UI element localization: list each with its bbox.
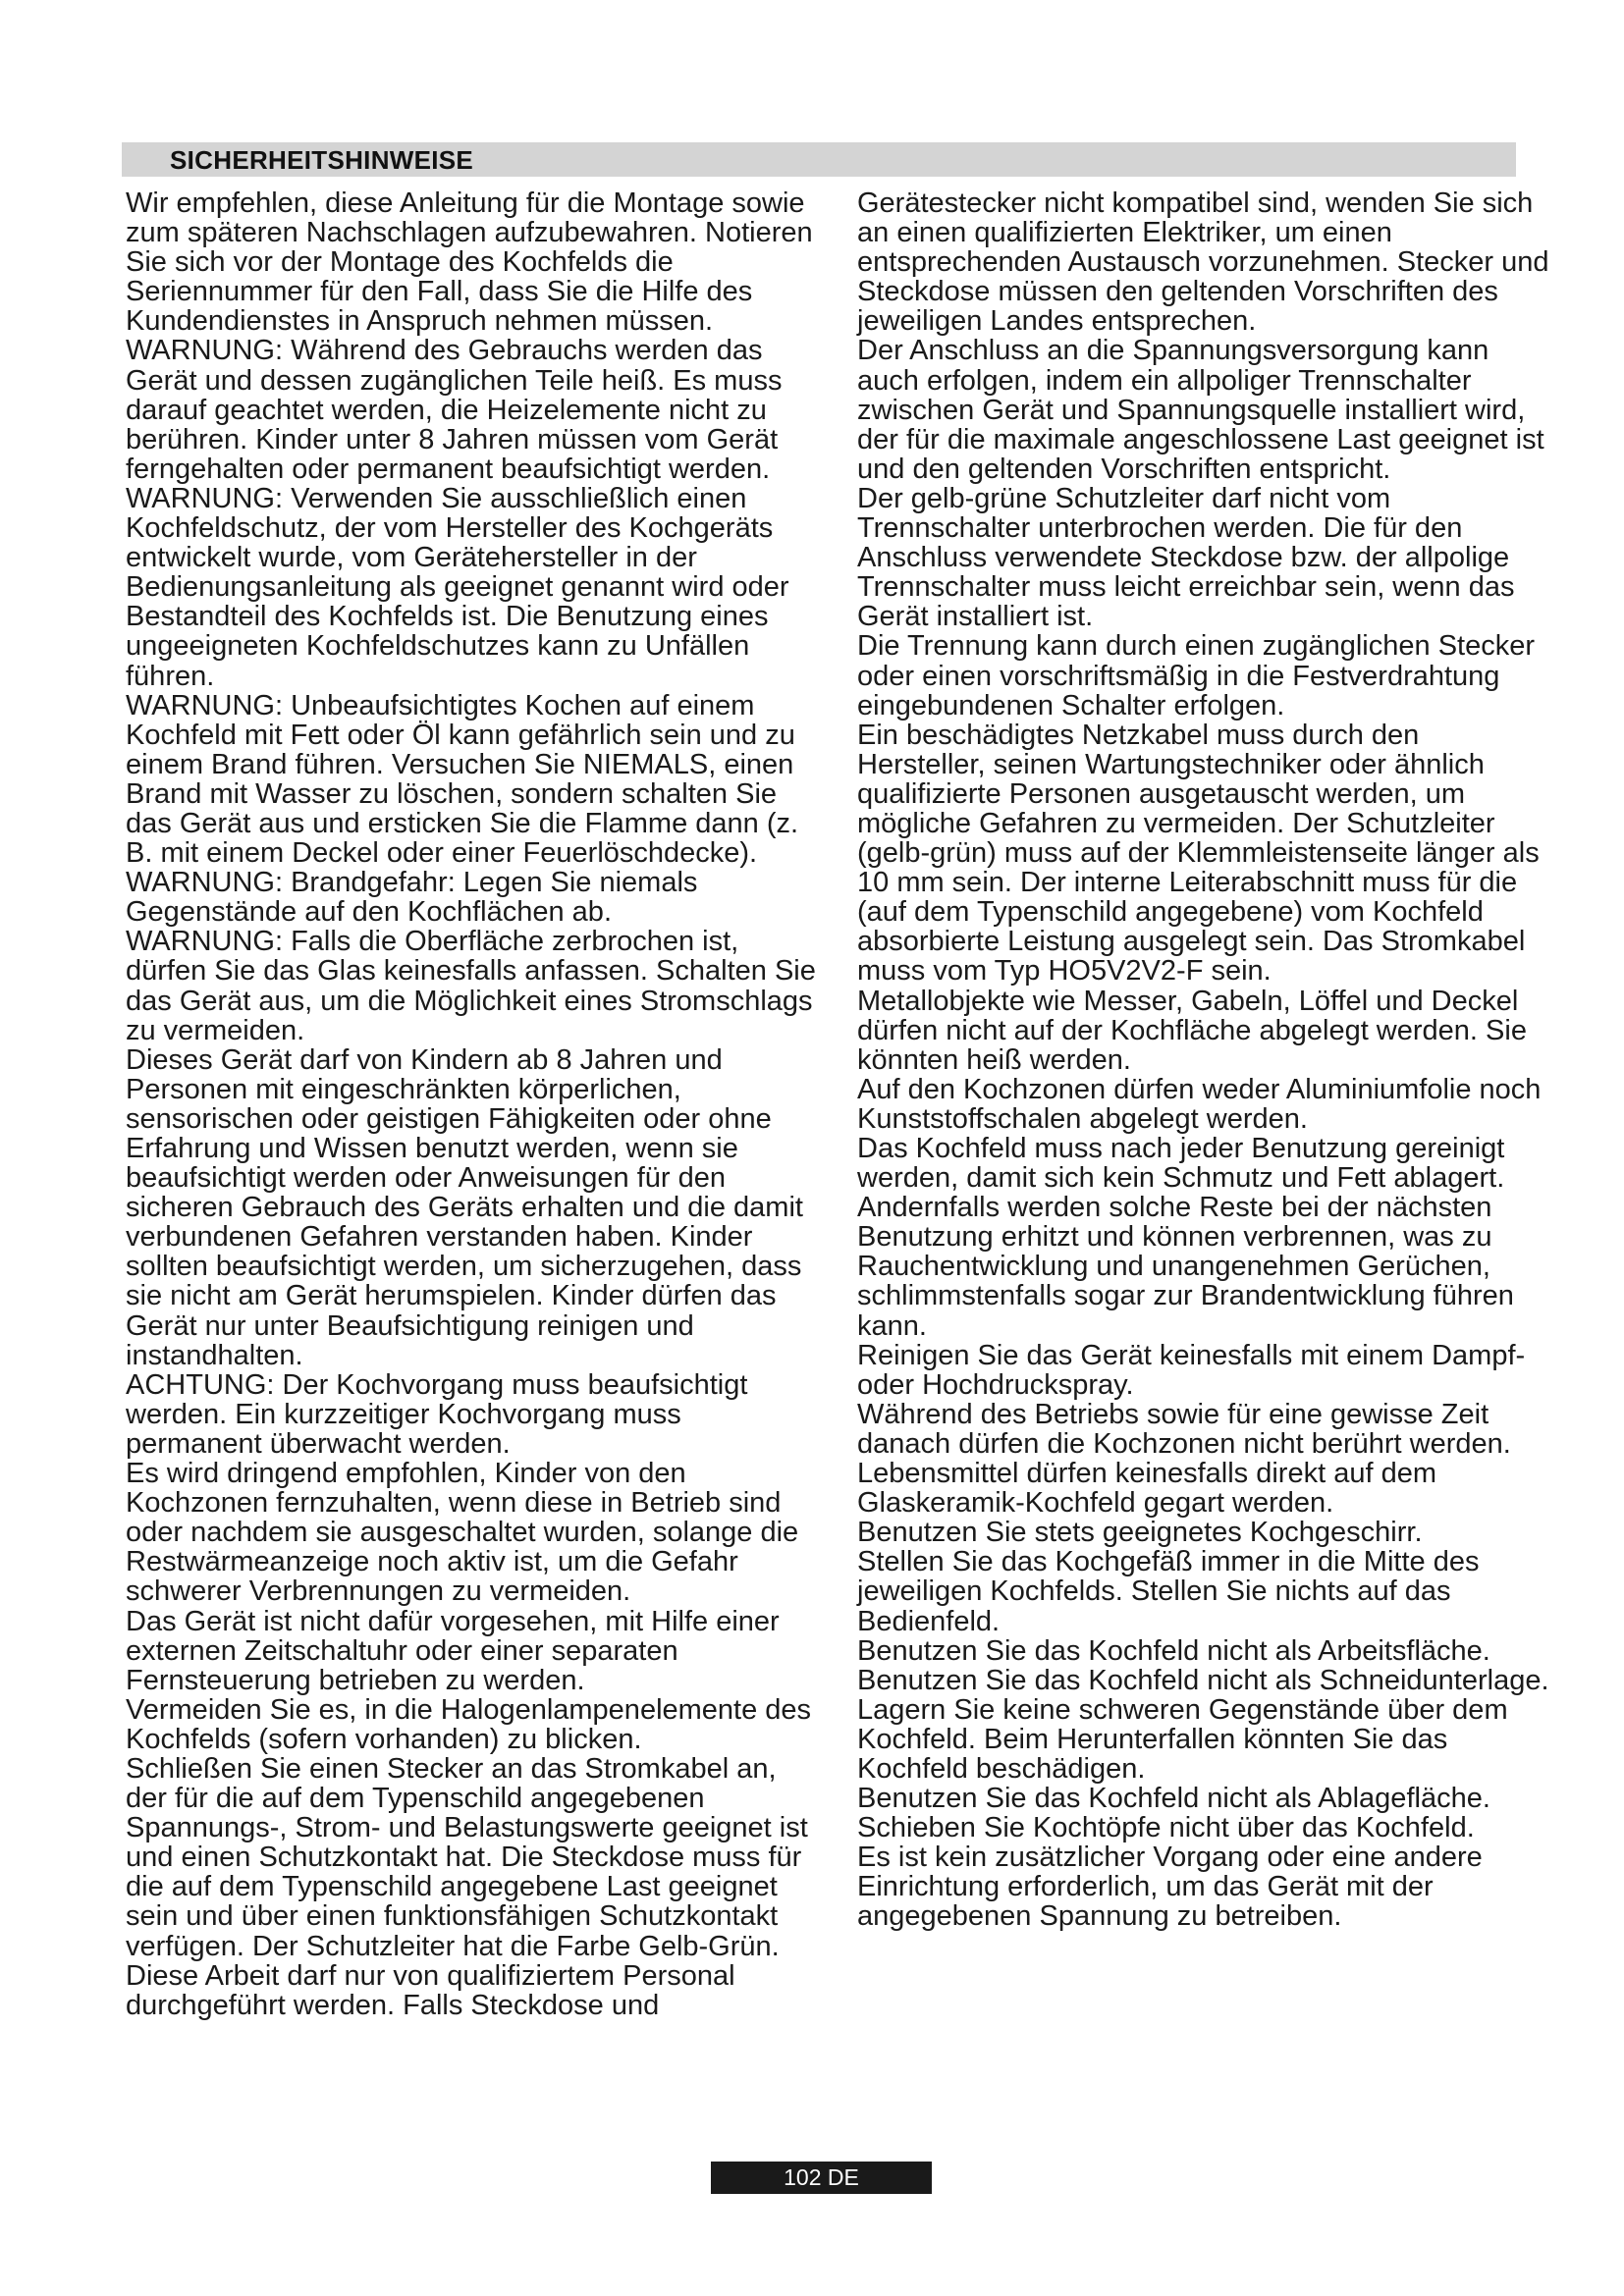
- paragraph: Stellen Sie das Kochgefäß immer in die Mitte des jeweiligen Kochfelds. Stellen Sie nichts auf das Bedienfeld.: [857, 1546, 1480, 1637]
- paragraph: Der Anschluss an die Spannungsversorgung kann auch erfolgen, indem ein allpoliger Trennschalter zwischen Gerät und Spannungsquelle installiert wird, der für die maximale angeschlossene Last geeignet ist und den geltenden Vorschriften entspricht.: [857, 335, 1544, 485]
- paragraph: WARNUNG: Verwenden Sie ausschließlich einen Kochfeldschutz, der vom Hersteller des Kochgeräts entwickelt wurde, vom Gerätehersteller in der Bedienungsanleitung als geeignet genannt wird oder Bestandteil des Kochfelds ist. Die Benutzung eines ungeeigneten Kochfeldschutzes kann zu Unfällen führen.: [126, 482, 789, 692]
- paragraph: Es ist kein zusätzlicher Vorgang oder eine andere Einrichtung erforderlich, um das Gerät mit der angegebenen Spannung zu betreiben.: [857, 1842, 1483, 1933]
- paragraph: Benutzen Sie stets geeignetes Kochgeschirr.: [857, 1517, 1423, 1549]
- paragraph: WARNUNG: Falls die Oberfläche zerbrochen ist, dürfen Sie das Glas keinesfalls anfassen. Schalten Sie das Gerät aus, um die Möglichkeit eines Stromschlags zu vermeiden.: [126, 926, 816, 1046]
- paragraph: Das Gerät ist nicht dafür vorgesehen, mit Hilfe einer externen Zeitschaltuhr oder einer separaten Fernsteuerung betrieben zu werden.: [126, 1605, 780, 1696]
- page-number: 102 DE: [711, 2162, 932, 2194]
- paragraph: Es wird dringend empfohlen, Kinder von den Kochzonen fernzuhalten, wenn diese in Betrieb sind oder nachdem sie ausgeschaltet wurden, solange die Restwärmeanzeige noch aktiv ist, um die Gefahr schwerer Verbrennungen zu vermeiden.: [126, 1458, 799, 1608]
- left-column: [126, 188, 825, 2020]
- section-title: SICHERHEITSHINWEISE: [170, 145, 474, 175]
- paragraph: Der gelb-grüne Schutzleiter darf nicht vom Trennschalter unterbrochen werden. Die für den Anschluss verwendete Steckdose bzw. der allpolige Trennschalter muss leicht erreichbar sein, wenn das Gerät installiert ist.: [857, 482, 1515, 633]
- paragraph: Wir empfehlen, diese Anleitung für die Montage sowie zum späteren Nachschlagen aufzubewahren. Notieren Sie sich vor der Montage des Kochfelds die Seriennummer für den Fall, dass Sie die Hilfe des Kundendienstes in Anspruch nehmen müssen.: [126, 187, 813, 338]
- paragraph: Schieben Sie Kochtöpfe nicht über das Kochfeld.: [857, 1812, 1475, 1844]
- paragraph: Lebensmittel dürfen keinesfalls direkt auf dem Glaskeramik-Kochfeld gegart werden.: [857, 1458, 1436, 1520]
- paragraph: Metallobjekte wie Messer, Gabeln, Löffel und Deckel dürfen nicht auf der Kochfläche abgelegt werden. Sie könnten heiß werden.: [857, 985, 1527, 1076]
- paragraph: Lagern Sie keine schweren Gegenstände über dem Kochfeld. Beim Herunterfallen könnten Sie das Kochfeld beschädigen.: [857, 1693, 1508, 1785]
- paragraph: Benutzen Sie das Kochfeld nicht als Schneidunterlage.: [857, 1664, 1549, 1696]
- paragraph: Benutzen Sie das Kochfeld nicht als Ablagefläche.: [857, 1783, 1490, 1815]
- paragraph: Ein beschädigtes Netzkabel muss durch den Hersteller, seinen Wartungstechniker oder ähnlich qualifizierte Personen ausgetauscht werden, um mögliche Gefahren zu vermeiden. Der Schutzleiter (gelb-grün) muss auf der Klemmleistenseite länger als 10 mm sein. Der interne Leiterabschnitt muss für die (auf dem Typenschild angegebene) vom Kochfeld absorbierte Leistung ausgelegt sein. Das Stromkabel muss vom Typ HO5V2V2-F sein.: [857, 719, 1540, 988]
- paragraph: Vermeiden Sie es, in die Halogenlampenelemente des Kochfelds (sofern vorhanden) zu blicken.: [126, 1693, 812, 1755]
- paragraph: Benutzen Sie das Kochfeld nicht als Arbeitsfläche.: [857, 1634, 1490, 1667]
- paragraph: ACHTUNG: Der Kochvorgang muss beaufsichtigt werden. Ein kurzzeitiger Kochvorgang muss permanent überwacht werden.: [126, 1368, 748, 1460]
- paragraph: Schließen Sie einen Stecker an das Stromkabel an, der für die auf dem Typenschild angegebenen Spannungs-, Strom- und Belastungswerte geeignet ist und einen Schutzkontakt hat. Die Steckdose muss für die auf dem Typenschild angegebene Last geeignet sein und über einen funktionsfähigen Schutzkontakt verfügen. Der Schutzleiter hat die Farbe Gelb-Grün. Diese Arbeit darf nur von qualifiziertem Personal durchgeführt werden. Falls Steckdose und: [126, 1752, 808, 2021]
- paragraph: Während des Betriebs sowie für eine gewisse Zeit danach dürfen die Kochzonen nicht berührt werden.: [857, 1398, 1511, 1460]
- paragraph: Reinigen Sie das Gerät keinesfalls mit einem Dampf- oder Hochdruckspray.: [857, 1339, 1526, 1401]
- section-header: [122, 142, 1516, 177]
- paragraph: WARNUNG: Während des Gebrauchs werden das Gerät und dessen zugänglichen Teile heiß. Es muss darauf geachtet werden, die Heizelemente nicht zu berühren. Kinder unter 8 Jahren müssen vom Gerät ferngehalten oder permanent beaufsichtigt werden.: [126, 335, 783, 485]
- paragraph: WARNUNG: Unbeaufsichtigtes Kochen auf einem Kochfeld mit Fett oder Öl kann gefährlich sein und zu einem Brand führen. Versuchen Sie NIEMALS, einen Brand mit Wasser zu löschen, sondern schalten Sie das Gerät aus und ersticken Sie die Flamme dann (z. B. mit einem Deckel oder einer Feuerlöschdecke).: [126, 689, 799, 870]
- paragraph: Dieses Gerät darf von Kindern ab 8 Jahren und Personen mit eingeschränkten körperlichen, sensorischen oder geistigen Fähigkeiten oder ohne Erfahrung und Wissen benutzt werden, wenn sie beaufsichtigt werden oder Anweisungen für den sicheren Gebrauch des Geräts erhalten und die damit verbundenen Gefahren verstanden haben. Kinder sollten beaufsichtigt werden, um sicherzugehen, dass sie nicht am Gerät herumspielen. Kinder dürfen das Gerät nur unter Beaufsichtigung reinigen und instandhalten.: [126, 1043, 803, 1371]
- paragraph: Gerätestecker nicht kompatibel sind, wenden Sie sich an einen qualifizierten Elektriker, um einen entsprechenden Austausch vorzunehmen. Stecker und Steckdose müssen den geltenden Vorschriften des jeweiligen Landes entsprechen.: [857, 187, 1549, 338]
- right-column: [857, 188, 1554, 1932]
- paragraph: Das Kochfeld muss nach jeder Benutzung gereinigt werden, damit sich kein Schmutz und Fett ablagert. Andernfalls werden solche Reste bei der nächsten Benutzung erhitzt und können verbrennen, was zu Rauchentwicklung und unangenehmen Gerüchen, schlimmstenfalls sogar zur Brandentwicklung führen kann.: [857, 1133, 1514, 1342]
- paragraph: WARNUNG: Brandgefahr: Legen Sie niemals Gegenstände auf den Kochflächen ab.: [126, 867, 698, 929]
- paragraph: Die Trennung kann durch einen zugänglichen Stecker oder einen vorschriftsmäßig in die Festverdrahtung eingebundenen Schalter erfolgen.: [857, 630, 1536, 721]
- paragraph: Auf den Kochzonen dürfen weder Aluminiumfolie noch Kunststoffschalen abgelegt werden.: [857, 1073, 1542, 1135]
